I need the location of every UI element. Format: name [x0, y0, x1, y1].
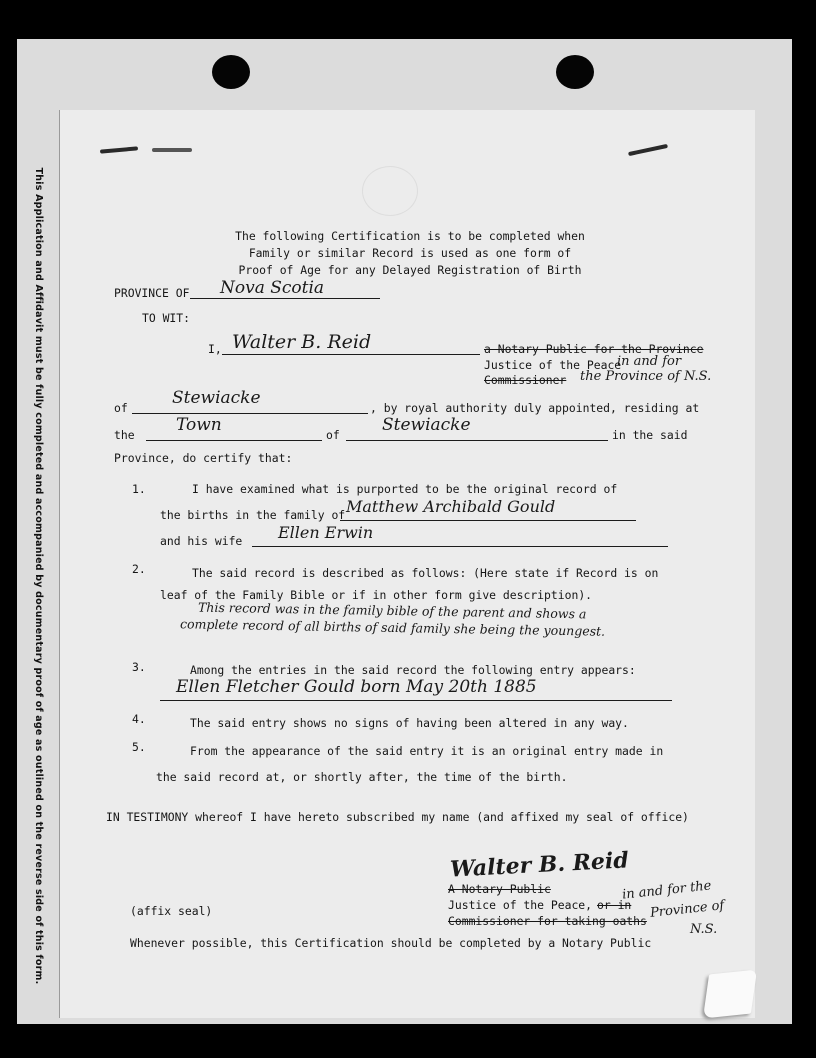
- item-5-text-a: From the appearance of the said entry it is an original entry made in: [190, 744, 664, 758]
- notary-title-struck: a Notary Public for the Province: [484, 342, 704, 356]
- punch-hole-right: [556, 55, 594, 89]
- town-name-value: Stewiacke: [382, 415, 471, 435]
- faint-crest-watermark: [362, 166, 418, 216]
- record-description-1: This record was in the family bible of the parent and shows a: [197, 599, 587, 622]
- punch-hole-left: [212, 55, 250, 89]
- item-2-text-b: leaf of the Family Bible or if in other form give description).: [160, 588, 593, 602]
- province-value: Nova Scotia: [220, 278, 325, 298]
- justice-title: Justice of the Peace: [484, 358, 622, 372]
- province-field-line: [190, 298, 380, 299]
- entry-line: [160, 700, 672, 701]
- commissioner-title-struck: Commissioner: [484, 373, 567, 387]
- i-label: I,: [208, 342, 222, 356]
- justice-of-peace-title: Justice of the Peace,: [448, 898, 593, 912]
- the-label: the: [114, 428, 135, 442]
- in-the-said-text: in the said: [612, 428, 688, 442]
- justice-insert: in and for the: [621, 878, 713, 903]
- item-number-3: 3.: [132, 660, 146, 674]
- header-line-2: Family or similar Record is used as one form of: [248, 246, 572, 260]
- record-description-2: complete record of all births of said family she being the youngest.: [179, 616, 606, 639]
- province-insert-1: Province of: [649, 898, 726, 921]
- wife-name-value: Ellen Erwin: [278, 523, 374, 542]
- notary-public-struck: A Notary Public: [448, 882, 551, 896]
- to-wit-label: TO WIT:: [142, 311, 191, 325]
- province-certify-text: Province, do certify that:: [114, 451, 293, 465]
- header-line-1: The following Certification is to be completed when: [235, 229, 585, 243]
- or-in-struck: or in: [597, 898, 632, 912]
- of-label-2: of: [326, 428, 340, 442]
- item-number-1: 1.: [132, 482, 146, 496]
- residence-value: Stewiacke: [172, 388, 261, 408]
- town-name-field-line: [346, 440, 608, 441]
- province-label: PROVINCE OF: [114, 286, 190, 300]
- birth-entry-value: Ellen Fletcher Gould born May 20th 1885: [176, 677, 537, 697]
- item-1-text-c: and his wife: [160, 534, 243, 548]
- official-name: Walter B. Reid: [232, 331, 372, 353]
- item-5-text-b: the said record at, or shortly after, the time of the birth.: [156, 770, 568, 784]
- item-number-4: 4.: [132, 712, 146, 726]
- item-1-text-a: I have examined what is purported to be the original record of: [192, 482, 618, 496]
- commissioner-struck: Commissioner for taking oaths: [448, 914, 647, 928]
- testimony-text: IN TESTIMONY whereof I have hereto subscribed my name (and affixed my seal of office): [106, 810, 689, 824]
- affix-seal-label: (affix seal): [130, 904, 213, 918]
- item-1-text-b: the births in the family of: [160, 508, 346, 522]
- page-curl: [703, 969, 757, 1018]
- royal-authority-text: , by royal authority duly appointed, residing at: [370, 401, 700, 415]
- wife-name-line: [252, 546, 668, 547]
- province-insert: the Province of N.S.: [580, 369, 712, 384]
- footer-note: Whenever possible, this Certification should be completed by a Notary Public: [130, 936, 652, 950]
- item-number-2: 2.: [132, 562, 146, 576]
- item-4-text: The said entry shows no signs of having been altered in any way.: [190, 716, 629, 730]
- staple-mark: [152, 148, 192, 152]
- name-field-line: [222, 354, 480, 355]
- residence-field-line: [132, 413, 368, 414]
- item-3-text: Among the entries in the said record the following entry appears:: [190, 663, 636, 677]
- family-name-value: Matthew Archibald Gould: [346, 497, 556, 516]
- town-field-line: [146, 440, 322, 441]
- side-instruction-note: This Application and Affidavit must be fully completed and accompanied by documentary proof of age as outlined on the reverse side of this form.: [33, 167, 44, 985]
- of-label: of: [114, 401, 128, 415]
- town-value: Town: [176, 415, 222, 435]
- item-2-text-a: The said record is described as follows: (Here state if Record is on: [192, 566, 659, 580]
- province-insert-2: N.S.: [690, 922, 718, 937]
- family-name-line: [340, 520, 636, 521]
- signature: Walter B. Reid: [449, 847, 630, 883]
- item-number-5: 5.: [132, 740, 146, 754]
- header-line-3: Proof of Age for any Delayed Registration of Birth: [238, 263, 582, 277]
- justice-title-insert: in and for: [617, 354, 682, 369]
